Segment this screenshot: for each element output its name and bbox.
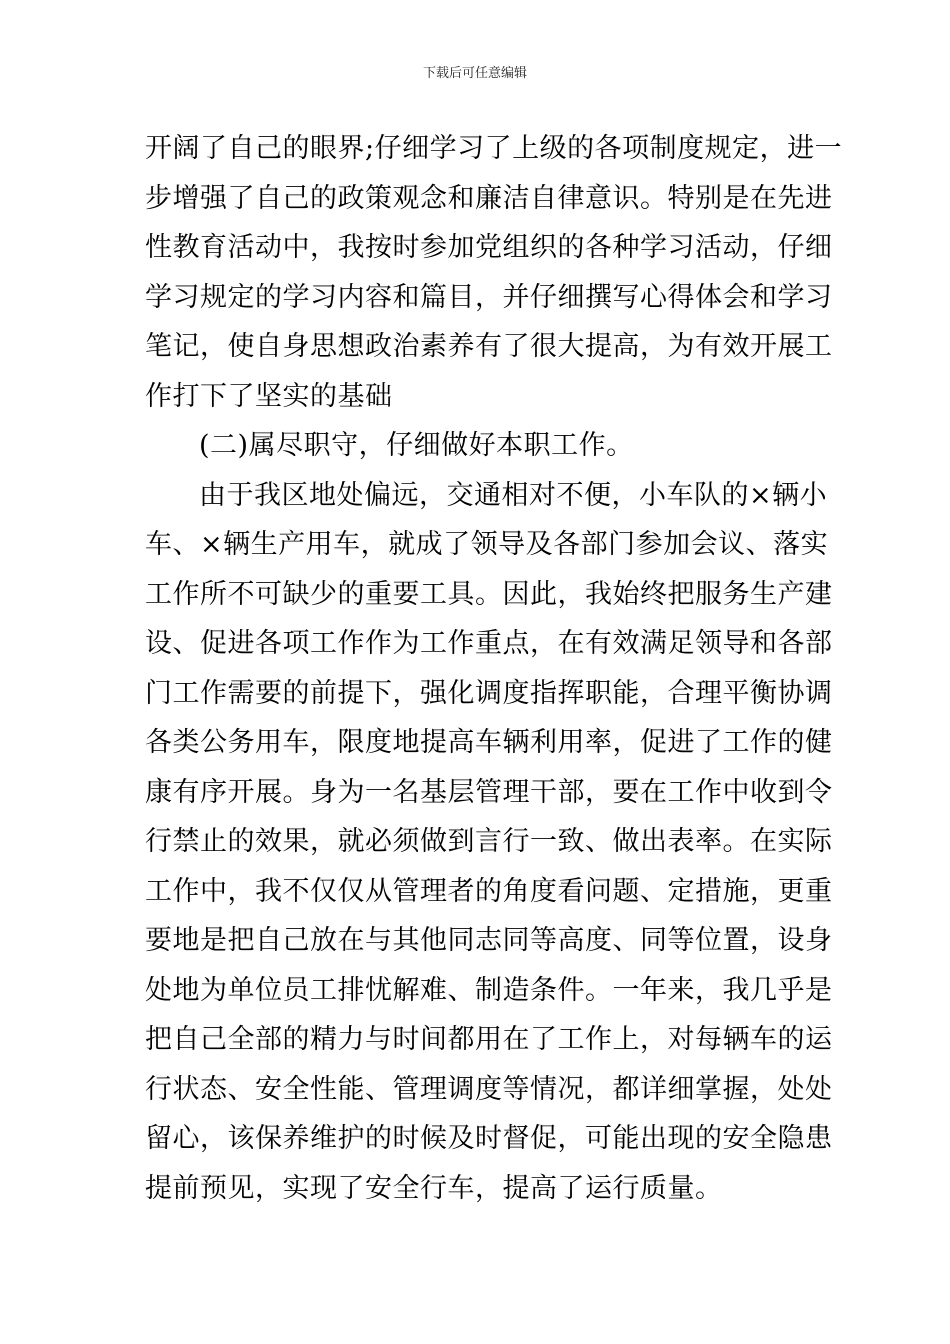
text-line: 各类公务用车，限度地提高车辆利用率，促进了工作的健 [145, 727, 833, 758]
document-body [145, 124, 843, 1213]
text-line: 笔记，使自身思想政治素养有了很大提高，为有效开展工 [145, 331, 833, 362]
text-line: 学习规定的学习内容和篇目，并仔细撰写心得体会和学习 [145, 281, 833, 313]
page-header: 下载后可任意编辑 [422, 66, 527, 81]
text-line: 工作中，我不仅仅从管理者的角度看问题、定措施，更重 [145, 875, 833, 907]
text-line: 康有序开展。身为一名基层管理干部，要在工作中收到令 [145, 776, 833, 808]
text-line: 门工作需要的前提下，强化调度指挥职能，合理平衡协调 [145, 677, 833, 709]
text-line: 处地为单位员工排忧解难、制造条件。一年来，我几乎是 [145, 974, 833, 1006]
text-line: 留心，该保养维护的时候及时督促，可能出现的安全隐患 [145, 1123, 833, 1154]
text-line: 性教育活动中，我按时参加党组织的各种学习活动，仔细 [145, 232, 833, 263]
text-line: 提前预见，实现了安全行车，提高了运行质量。 [145, 1172, 723, 1204]
text-line: 作打下了坚实的基础 [145, 380, 393, 412]
text-line: 行禁止的效果，就必须做到言行一致、做出表率。在实际 [145, 826, 833, 857]
text-line: 步增强了自己的政策观念和廉洁自律意识。特别是在先进 [145, 182, 833, 214]
text-line: 设、促进各项工作作为工作重点，在有效满足领导和各部 [145, 628, 833, 659]
text-line: 把自己全部的精力与时间都用在了工作上，对每辆车的运 [145, 1024, 833, 1055]
text-line: 车、×辆生产用车，就成了领导及各部门参加会议、落实 [145, 529, 829, 560]
text-line: 开阔了自己的眼界;仔细学习了上级的各项制度规定，进一 [145, 133, 843, 164]
text-line: 要地是把自己放在与其他同志同等高度、同等位置，设身 [145, 925, 833, 956]
section-heading: (二)属尽职守，仔细做好本职工作。 [199, 430, 634, 461]
text-line: 行状态、安全性能、管理调度等情况，都详细掌握，处处 [145, 1073, 833, 1105]
text-line: 由于我区地处偏远，交通相对不便，小车队的×辆小 [199, 479, 828, 511]
text-line: 工作所不可缺少的重要工具。因此，我始终把服务生产建 [145, 578, 833, 610]
